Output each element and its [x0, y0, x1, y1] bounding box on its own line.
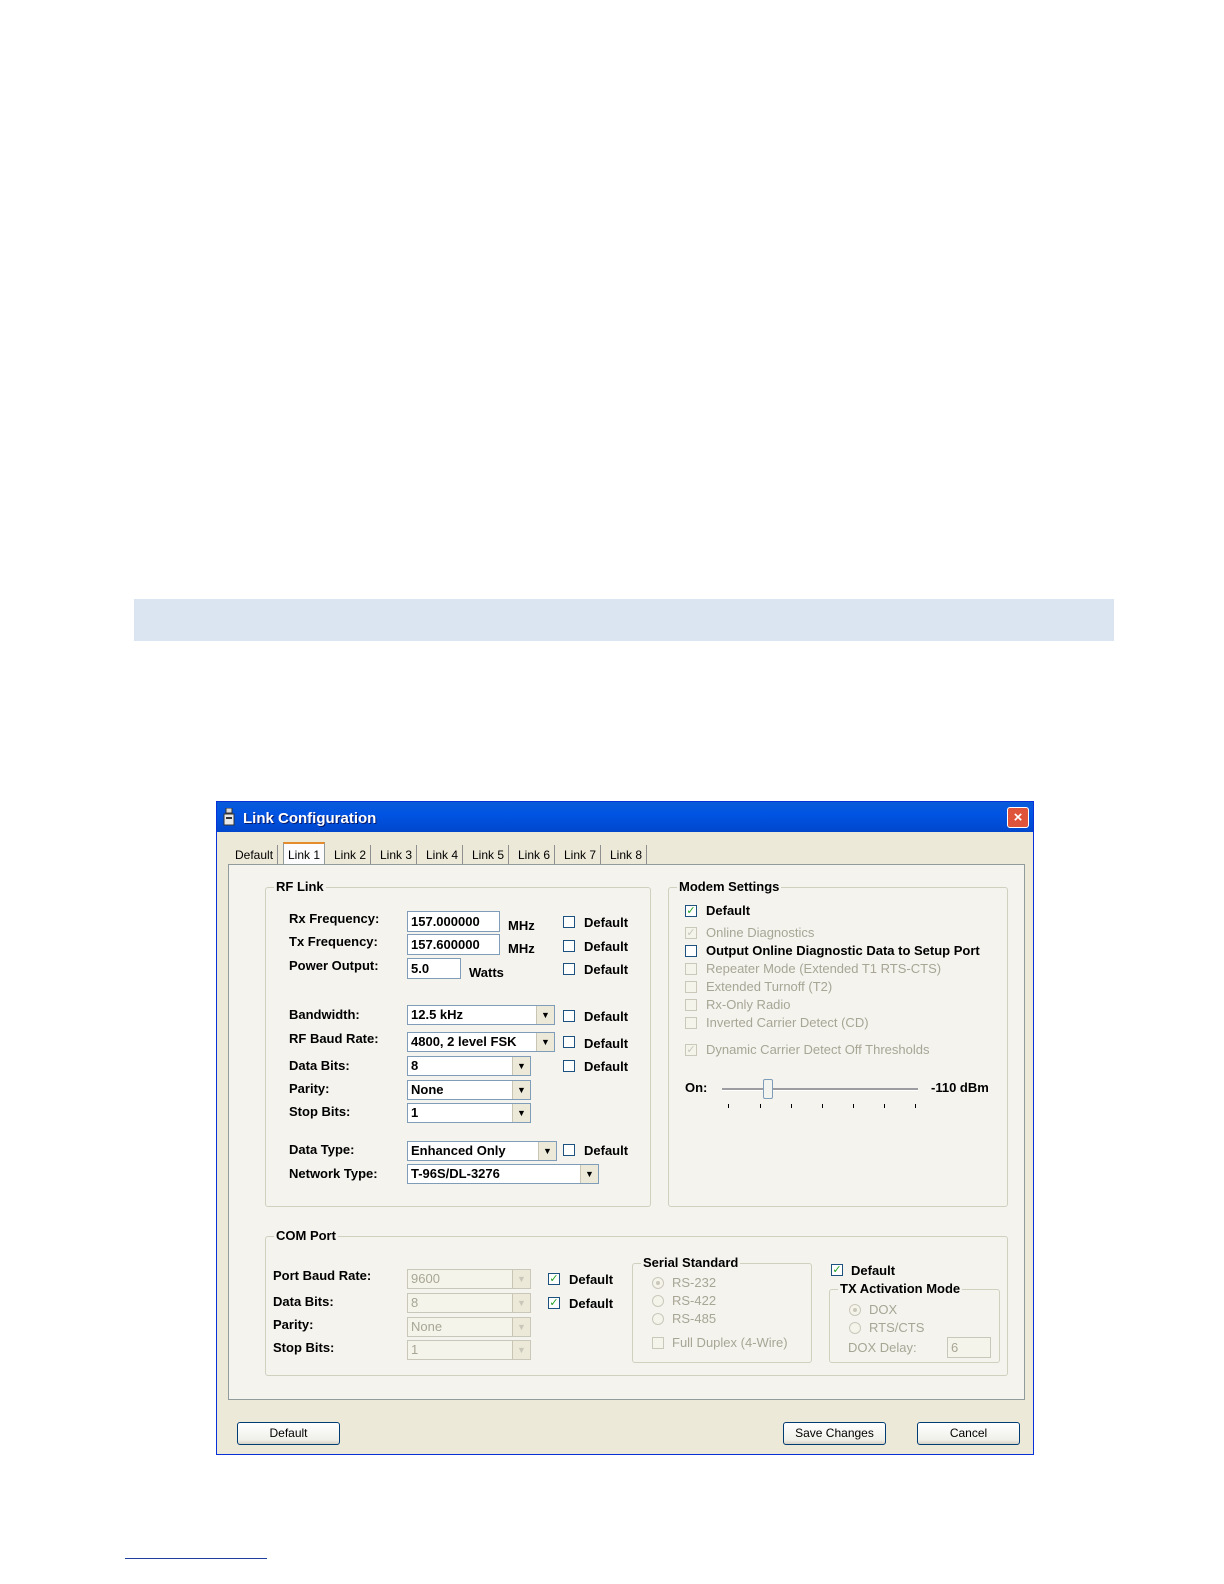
app-icon — [223, 808, 235, 826]
chevron-down-icon[interactable]: ▼ — [580, 1165, 598, 1183]
rx-only-radio-label: Rx-Only Radio — [706, 997, 791, 1012]
slider-tick — [884, 1104, 885, 1108]
tab-link-8[interactable]: Link 8 — [606, 845, 647, 865]
inverted-cd-label: Inverted Carrier Detect (CD) — [706, 1015, 869, 1030]
tx-activation-mode-title: TX Activation Mode — [840, 1281, 961, 1296]
footnote-rule — [125, 1558, 267, 1559]
close-icon[interactable]: × — [1007, 807, 1029, 828]
data-type-label: Data Type: — [289, 1142, 355, 1157]
save-changes-button[interactable]: Save Changes — [783, 1422, 886, 1445]
tx-frequency-input[interactable]: 157.600000 — [407, 934, 500, 955]
bandwidth-default-checkbox[interactable] — [563, 1010, 575, 1022]
threshold-value: -110 dBm — [931, 1080, 989, 1095]
com-port-group — [265, 1228, 1008, 1376]
tx-frequency-label: Tx Frequency: — [289, 934, 378, 949]
rx-default-label: Default — [584, 915, 629, 930]
tab-link-5[interactable]: Link 5 — [468, 845, 509, 865]
modem-settings-title: Modem Settings — [679, 879, 780, 894]
chevron-down-icon[interactable]: ▼ — [536, 1006, 554, 1024]
slider-tick — [791, 1104, 792, 1108]
com-stop-bits-label: Stop Bits: — [273, 1340, 335, 1355]
data-type-default-checkbox[interactable] — [563, 1144, 575, 1156]
tx-default-label: Default — [584, 939, 629, 954]
modem-settings-group — [668, 879, 1008, 1207]
inverted-cd-checkbox[interactable] — [685, 1017, 697, 1029]
modem-default-label: Default — [706, 903, 751, 918]
com-stop-bits-value: 1 — [411, 1342, 419, 1357]
com-data-bits-default-checkbox[interactable]: ✓ — [549, 1297, 559, 1309]
dox-radio[interactable] — [849, 1304, 861, 1316]
threshold-slider-track[interactable] — [722, 1088, 918, 1091]
com-data-bits-label: Data Bits: — [273, 1294, 334, 1309]
stop-bits-value: 1 — [411, 1105, 419, 1120]
repeater-mode-checkbox[interactable] — [685, 963, 697, 975]
network-type-value: T-96S/DL-3276 — [411, 1166, 500, 1181]
slider-tick — [915, 1104, 916, 1108]
radio-dot — [656, 1281, 660, 1285]
chevron-down-icon[interactable]: ▼ — [512, 1294, 530, 1312]
modem-default-checkbox[interactable]: ✓ — [686, 905, 696, 917]
port-baud-default-label: Default — [569, 1272, 614, 1287]
rts-cts-radio[interactable] — [849, 1322, 861, 1334]
slider-tick — [728, 1104, 729, 1108]
rx-frequency-input[interactable]: 157.000000 — [407, 911, 500, 932]
rf-link-group — [265, 879, 651, 1207]
dox-label: DOX — [869, 1302, 898, 1317]
chevron-down-icon[interactable]: ▼ — [512, 1318, 530, 1336]
extended-turnoff-label: Extended Turnoff (T2) — [706, 979, 833, 994]
chevron-down-icon[interactable]: ▼ — [512, 1341, 530, 1359]
chevron-down-icon[interactable]: ▼ — [536, 1033, 554, 1051]
power-output-input[interactable]: 5.0 — [407, 958, 461, 979]
rs485-radio[interactable] — [652, 1313, 664, 1325]
bandwidth-select[interactable] — [407, 1005, 555, 1025]
tx-activation-mode-group — [829, 1281, 1000, 1363]
rx-frequency-unit: MHz — [508, 918, 535, 933]
power-output-label: Power Output: — [289, 958, 379, 973]
window-title: Link Configuration — [243, 810, 377, 827]
rs232-label: RS-232 — [672, 1275, 717, 1290]
chevron-down-icon[interactable]: ▼ — [512, 1081, 530, 1099]
network-type-select[interactable] — [407, 1164, 599, 1184]
dynamic-cd-checkbox[interactable]: ✓ — [686, 1044, 696, 1056]
com-data-bits-value: 8 — [411, 1295, 419, 1310]
data-type-default-label: Default — [584, 1143, 629, 1158]
tx-mode-default-checkbox[interactable]: ✓ — [832, 1264, 842, 1276]
parity-value: None — [411, 1082, 444, 1097]
com-port-title: COM Port — [276, 1228, 336, 1243]
data-type-value: Enhanced Only — [411, 1143, 506, 1158]
com-parity-select[interactable] — [407, 1317, 531, 1337]
rs422-radio[interactable] — [652, 1295, 664, 1307]
rx-frequency-label: Rx Frequency: — [289, 911, 380, 926]
output-diagnostics-label: Output Online Diagnostic Data to Setup Port — [706, 943, 980, 958]
slider-tick — [822, 1104, 823, 1108]
bandwidth-default-label: Default — [584, 1009, 629, 1024]
tx-default-checkbox[interactable] — [563, 940, 575, 952]
serial-standard-group — [632, 1255, 812, 1363]
rts-cts-label: RTS/CTS — [869, 1320, 925, 1335]
chevron-down-icon[interactable]: ▼ — [512, 1057, 530, 1075]
power-output-unit: Watts — [469, 965, 504, 980]
slider-tick — [760, 1104, 761, 1108]
default-button[interactable]: Default — [237, 1422, 340, 1445]
data-bits-select[interactable] — [407, 1056, 531, 1076]
full-duplex-label: Full Duplex (4-Wire) — [672, 1335, 788, 1350]
slider-tick — [853, 1104, 854, 1108]
rf-baud-rate-value: 4800, 2 level FSK — [411, 1034, 517, 1049]
rf-baud-rate-select[interactable] — [407, 1032, 555, 1052]
rs485-label: RS-485 — [672, 1311, 717, 1326]
serial-standard-title: Serial Standard — [643, 1255, 739, 1270]
threshold-on-label: On: — [685, 1080, 708, 1095]
tab-link-3[interactable]: Link 3 — [376, 845, 417, 865]
stop-bits-select[interactable] — [407, 1103, 531, 1123]
tab-link-1[interactable]: Link 1 — [283, 842, 325, 868]
output-diagnostics-checkbox[interactable] — [685, 945, 697, 957]
power-default-checkbox[interactable] — [563, 963, 575, 975]
cancel-button[interactable]: Cancel — [917, 1422, 1020, 1445]
rx-default-checkbox[interactable] — [563, 916, 575, 928]
stop-bits-label: Stop Bits: — [289, 1104, 351, 1119]
online-diagnostics-label: Online Diagnostics — [706, 925, 815, 940]
chevron-down-icon[interactable]: ▼ — [512, 1104, 530, 1122]
port-baud-default-checkbox[interactable]: ✓ — [549, 1273, 559, 1285]
rf-baud-rate-label: RF Baud Rate: — [289, 1031, 379, 1046]
tab-link-7[interactable]: Link 7 — [560, 845, 601, 865]
extended-turnoff-checkbox[interactable] — [685, 981, 697, 993]
port-baud-rate-value: 9600 — [411, 1271, 440, 1286]
link-configuration-dialog — [216, 801, 1034, 1455]
port-baud-rate-label: Port Baud Rate: — [273, 1268, 372, 1283]
chevron-down-icon[interactable]: ▼ — [512, 1270, 530, 1288]
tab-link-6[interactable]: Link 6 — [514, 845, 555, 865]
rs232-radio[interactable] — [652, 1277, 664, 1289]
radio-dot — [853, 1308, 857, 1312]
tab-default[interactable]: Default — [231, 845, 278, 865]
rx-only-radio-checkbox[interactable] — [685, 999, 697, 1011]
rf-link-title: RF Link — [276, 879, 324, 894]
power-default-label: Default — [584, 962, 629, 977]
section-header-band — [134, 599, 1114, 641]
online-diagnostics-checkbox[interactable]: ✓ — [686, 927, 696, 939]
baud-default-label: Default — [584, 1036, 629, 1051]
chevron-down-icon[interactable]: ▼ — [538, 1142, 556, 1160]
threshold-slider-thumb[interactable] — [763, 1079, 773, 1099]
tx-mode-default-label: Default — [851, 1263, 896, 1278]
parity-label: Parity: — [289, 1081, 330, 1096]
title-bar[interactable] — [217, 802, 1033, 832]
data-bits-label: Data Bits: — [289, 1058, 350, 1073]
dox-delay-input[interactable]: 6 — [947, 1337, 991, 1358]
bandwidth-value: 12.5 kHz — [411, 1007, 464, 1022]
data-type-select[interactable] — [407, 1141, 557, 1161]
bandwidth-label: Bandwidth: — [289, 1007, 360, 1022]
parity-select[interactable] — [407, 1080, 531, 1100]
rs422-label: RS-422 — [672, 1293, 717, 1308]
data-bits-value: 8 — [411, 1058, 419, 1073]
dynamic-cd-label: Dynamic Carrier Detect Off Thresholds — [706, 1042, 930, 1057]
com-parity-value: None — [411, 1319, 443, 1334]
dox-delay-label: DOX Delay: — [848, 1340, 917, 1355]
com-data-bits-default-label: Default — [569, 1296, 614, 1311]
baud-default-checkbox[interactable] — [563, 1036, 575, 1048]
tab-panel-link-1 — [228, 864, 1025, 1400]
tab-link-2[interactable]: Link 2 — [330, 845, 371, 865]
network-type-label: Network Type: — [289, 1166, 378, 1181]
data-bits-default-label: Default — [584, 1059, 629, 1074]
com-data-bits-select[interactable] — [407, 1293, 531, 1313]
full-duplex-checkbox[interactable] — [652, 1337, 664, 1349]
com-parity-label: Parity: — [273, 1317, 314, 1332]
tab-link-4[interactable]: Link 4 — [422, 845, 463, 865]
tx-frequency-unit: MHz — [508, 941, 535, 956]
repeater-mode-label: Repeater Mode (Extended T1 RTS-CTS) — [706, 961, 942, 976]
data-bits-default-checkbox[interactable] — [563, 1060, 575, 1072]
port-baud-rate-select[interactable] — [407, 1269, 531, 1289]
com-stop-bits-select[interactable] — [407, 1340, 531, 1360]
